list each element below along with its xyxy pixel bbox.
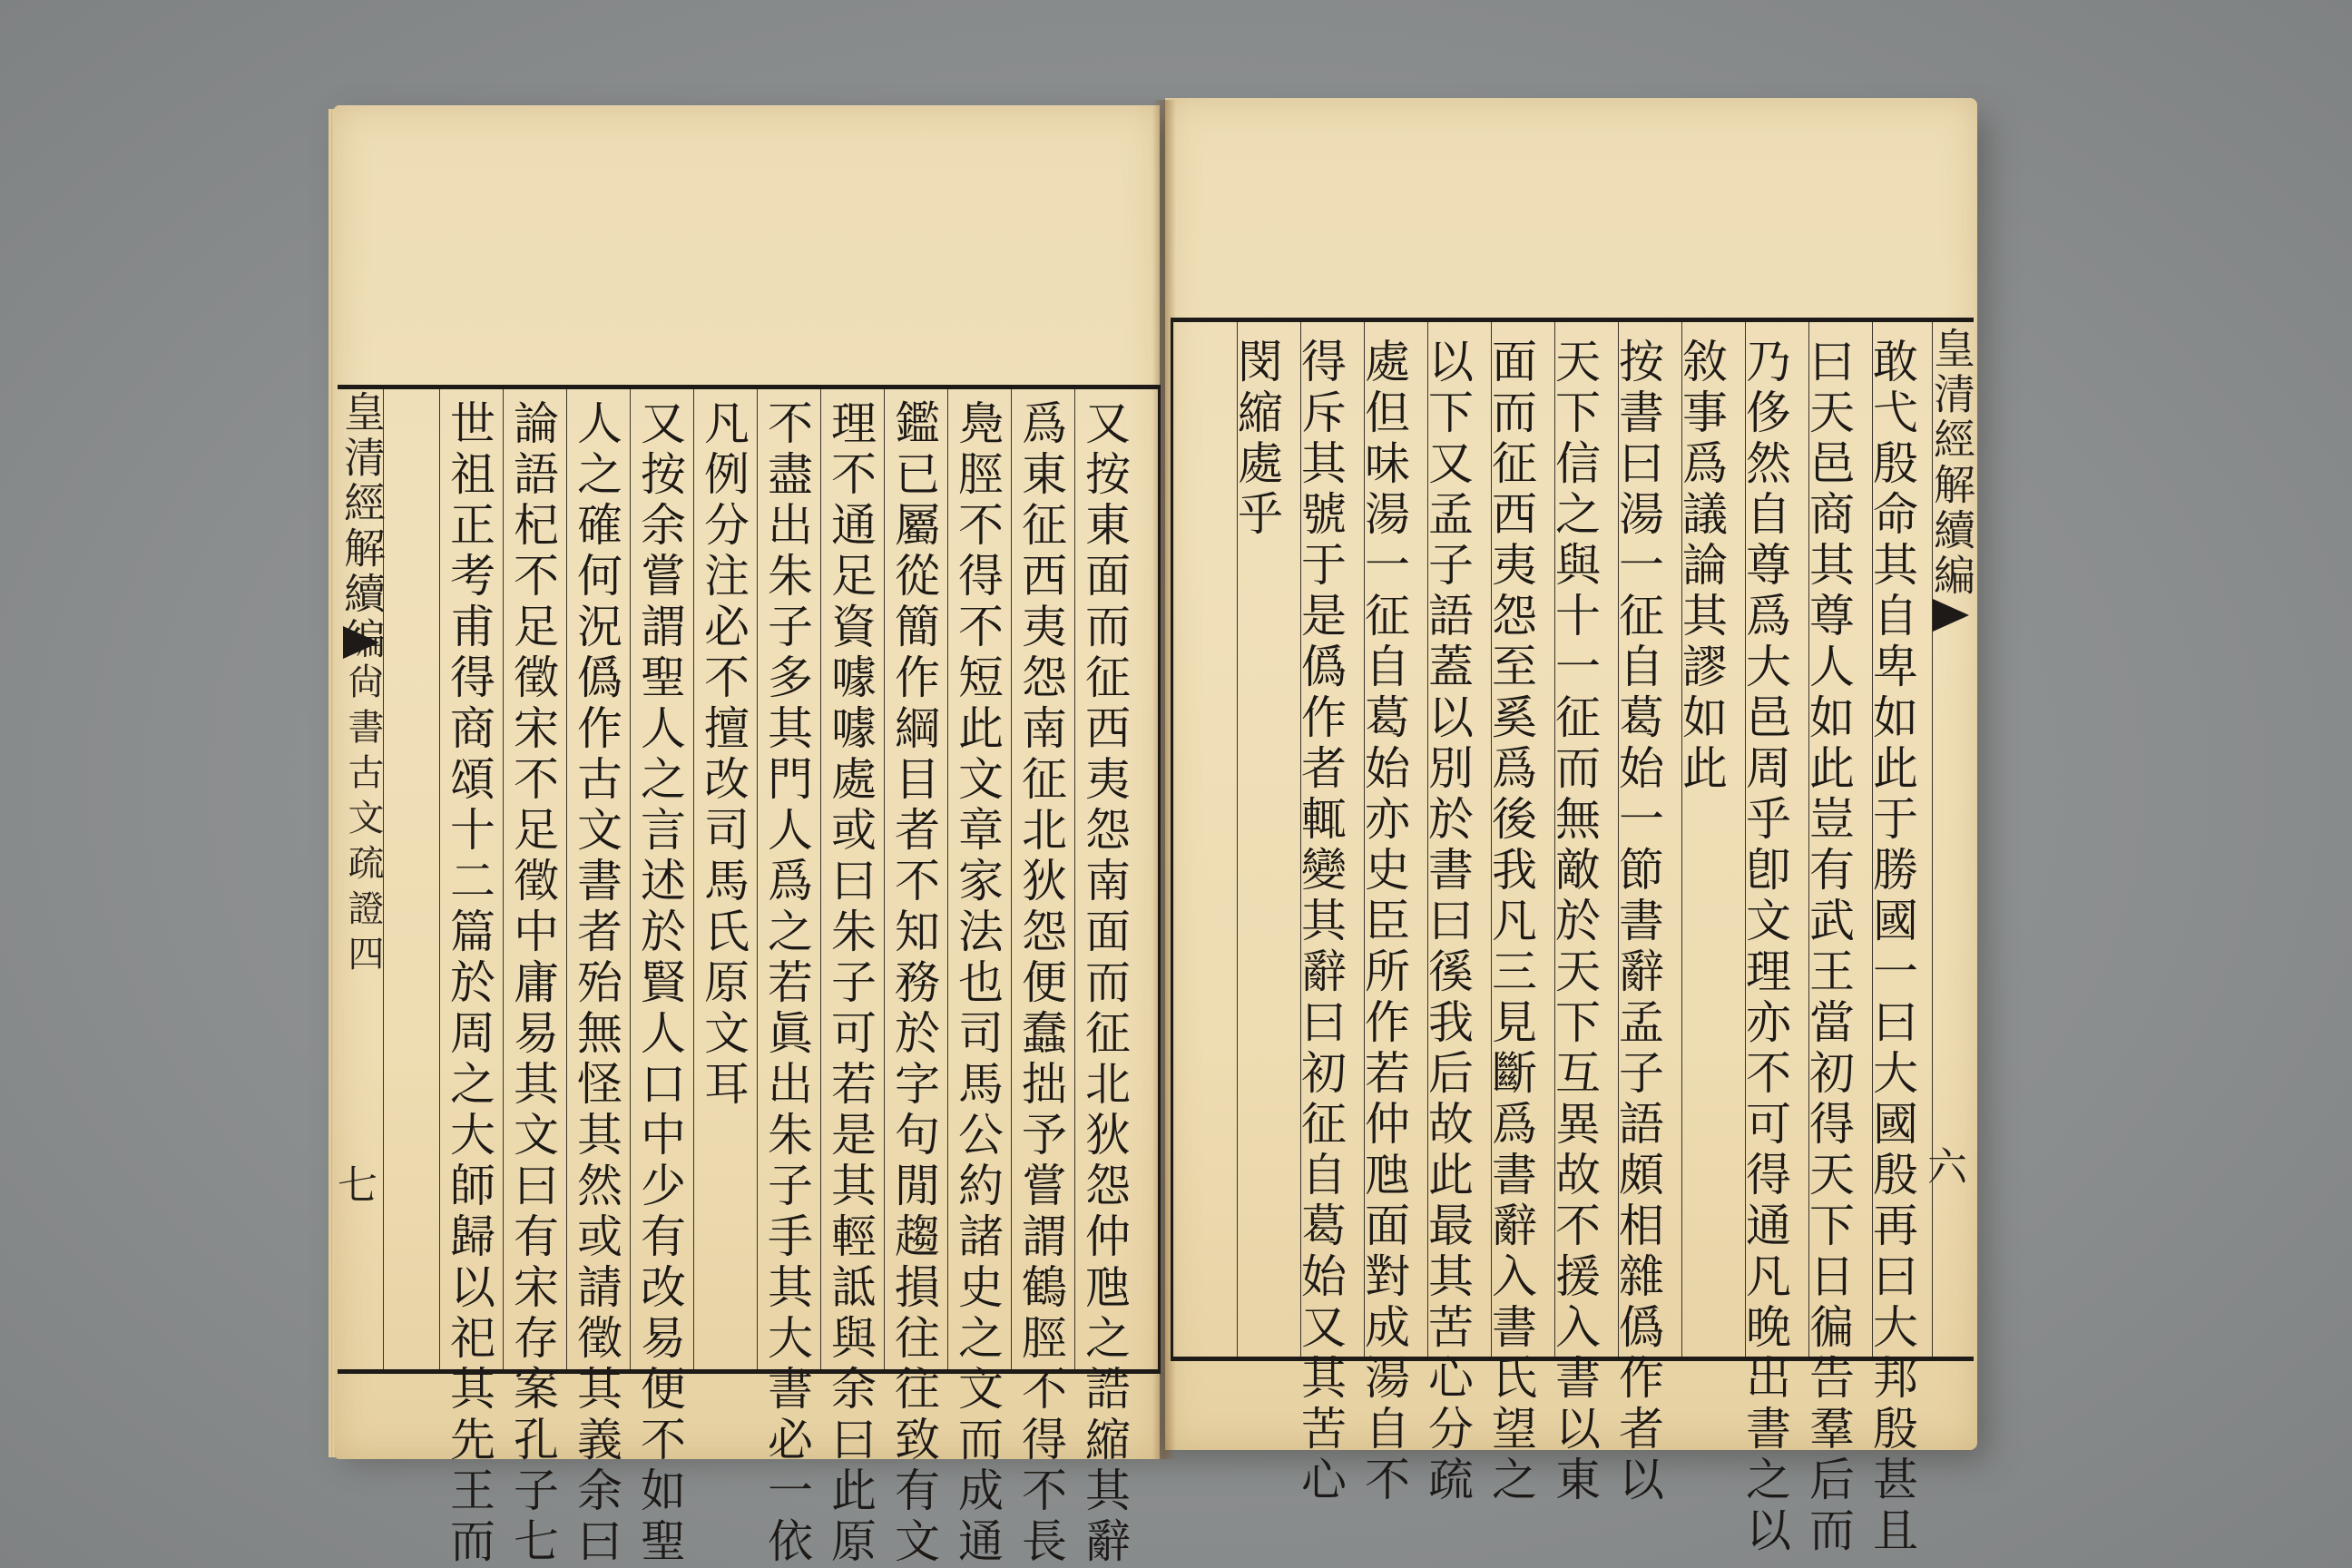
left-text-col-1: 又按東面而征西夷怨南面而征北狄怨仲虺之誥縮其辭 — [1078, 399, 1131, 1568]
right-text-col-8: 以下又孟子語蓋以別於書曰徯我后故此最其苦心分疏 — [1421, 338, 1474, 1506]
right-text-col-10: 得斥其號于是僞作者輒變其辭曰初征自葛始又其苦心 — [1294, 338, 1347, 1506]
right-text-col-7: 面而征西夷怨至奚爲後我凡三見斷爲書辭入書氏望之 — [1485, 338, 1537, 1506]
left-margin-title: 皇清經解續編 — [338, 390, 387, 662]
left-text-col-4: 鑑已屬從簡作綱目者不知務於字句閒趨損往往致有文 — [887, 399, 940, 1568]
column-rule — [884, 389, 885, 1369]
left-text-col-6: 不盡出朱子多其門人爲之若眞出朱子手其大書必一依 — [760, 399, 813, 1568]
left-margin-subtitle: 尙書古文疏證四 — [342, 662, 384, 980]
left-text-col-11: 世祖正考甫得商頌十二篇於周之大師歸以祀其先王而 — [443, 399, 495, 1568]
right-text-col-1: 敢弋殷命其自卑如此于勝國一曰大國殷再曰大邦殷甚且 — [1866, 338, 1918, 1557]
left-text-col-9: 人之確何況僞作古文書者殆無怪其然或請徵其義余曰 — [570, 399, 622, 1568]
column-rule — [1074, 389, 1075, 1369]
left-text-col-8: 又按余嘗謂聖人之言述於賢人口中少有改易便不如聖 — [633, 399, 686, 1568]
column-rule — [947, 389, 948, 1369]
left-text-col-5: 理不通足資噱噱處或曰朱子可若是其輕詆與余曰此原 — [824, 399, 877, 1568]
left-text-col-2: 爲東征西夷怨南征北狄怨便蠢拙予嘗謂鶴脛不得不長 — [1014, 399, 1067, 1568]
column-rule — [566, 389, 567, 1369]
fish-tail-mark — [343, 626, 379, 659]
column-rule — [439, 389, 440, 1369]
column-rule — [1011, 389, 1012, 1369]
column-rule — [757, 389, 758, 1369]
column-rule — [820, 389, 821, 1369]
right-text-col-3: 乃侈然自尊爲大邑周乎卽文理亦不可得通凡晚出書之以 — [1739, 338, 1791, 1557]
right-folio: 六 — [1927, 1144, 1967, 1191]
column-rule — [630, 389, 631, 1369]
left-text-col-7: 凡例分注必不擅改司馬氏原文耳 — [697, 399, 750, 1111]
left-text-col-10: 論語杞不足徵宋不足徵中庸易其文曰有宋存案孔子七 — [506, 399, 559, 1568]
right-text-col-2: 曰天邑商其尊人如此豈有武王當初得天下日徧告羣后而 — [1802, 338, 1855, 1557]
right-text-col-6: 天下信之與十一征而無敵於天下互異故不援入書以東 — [1548, 338, 1601, 1506]
column-rule — [503, 389, 504, 1369]
right-text-col-9: 處但味湯一征自葛始亦史臣所作若仲虺面對成湯自不 — [1357, 338, 1410, 1506]
right-text-col-11: 閔縮處乎 — [1230, 338, 1283, 541]
column-rule — [693, 389, 694, 1369]
left-folio: 七 — [338, 1162, 377, 1209]
fish-tail-mark — [1933, 599, 1969, 632]
right-margin-title: 皇清經解續編 — [1927, 327, 1976, 599]
right-text-col-5: 按書曰湯一征自葛始一節書辭孟子語頗相雜僞作者以 — [1612, 338, 1664, 1506]
left-text-col-3: 鳧脛不得不短此文章家法也司馬公約諸史之文而成通 — [951, 399, 1004, 1568]
right-text-col-4: 敘事爲議論其謬如此 — [1675, 338, 1728, 795]
